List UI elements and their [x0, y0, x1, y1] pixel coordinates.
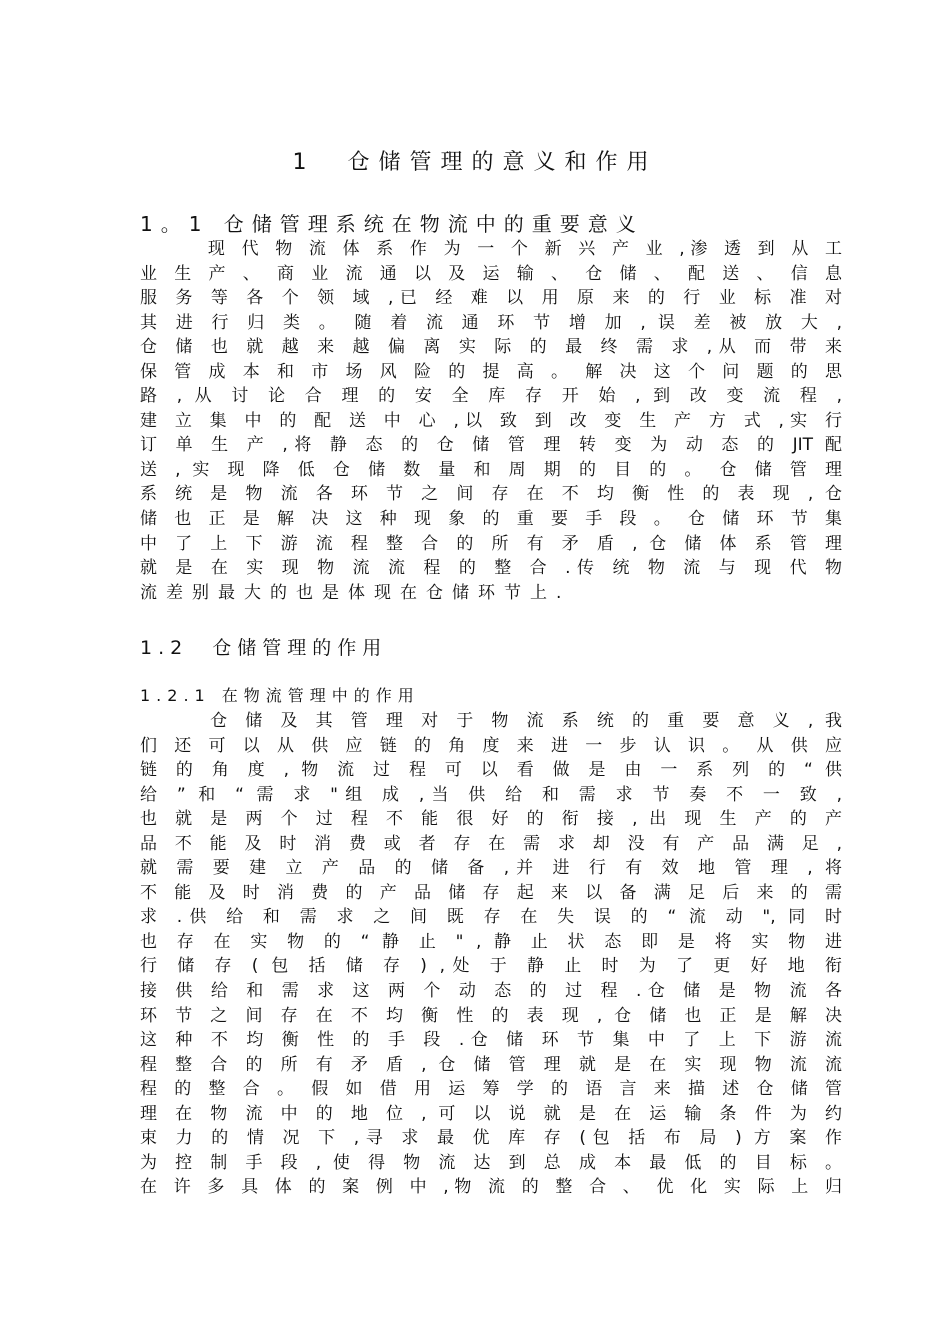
text-line: 系 统 是 物 流 各 环 节 之 间 存 在 不 均 衡 性 的 表 现 , 仓 [140, 484, 842, 505]
section-heading-1-1: 1。1 仓储管理系统在物流中的重要意义 [140, 212, 644, 236]
text-line: 束 力 的 情 况 下 ,寻 求 最 优 库 存 (包 括 布 局 ) 方 案 作 [140, 1128, 842, 1149]
text-line: 链 的 角 度 , 物 流 过 程 可 以 看 做 是 由 一 系 列 的 “ 供 [140, 760, 842, 781]
text-line: 在 许 多 具 体 的 案 例 中 ,物 流 的 整 合 、 优 化 实 际 上 归 [140, 1177, 842, 1198]
section-heading-1-2-1: 1.2.1 在物流管理中的作用 [140, 686, 420, 705]
text-line: 流差别最大的也是体现在仓储环节上. [140, 582, 571, 603]
text-line: 品 不 能 及 时 消 费 或 者 存 在 需 求 却 没 有 产 品 满 足 , [140, 833, 842, 854]
section-1-2-1-paragraph [140, 709, 842, 1200]
text-line: 为 控 制 手 段 , 使 得 物 流 达 到 总 成 本 最 低 的 目 标 。 [140, 1152, 842, 1173]
text-line: 就 是 在 实 现 物 流 流 程 的 整 合 .传 统 物 流 与 现 代 物 [140, 558, 842, 579]
chapter-title: 1 仓储管理的意义和作用 [292, 150, 658, 175]
text-line: 求 .供 给 和 需 求 之 间 既 存 在 失 误 的 “ 流 动 ", 同 时 [140, 907, 842, 928]
text-line: 就 需 要 建 立 产 品 的 储 备 ,并 进 行 有 效 地 管 理 , 将 [140, 858, 842, 879]
text-line: 理 在 物 流 中 的 地 位 , 可 以 说 就 是 在 运 输 条 件 为 约 [140, 1103, 842, 1124]
text-line: 不 能 及 时 消 费 的 产 品 储 存 起 来 以 备 满 足 后 来 的 需 [140, 882, 842, 903]
text-line: 服 务 等 各 个 领 域 ,已 经 难 以 用 原 来 的 行 业 标 准 对 [140, 288, 842, 309]
text-line: 接 供 给 和 需 求 这 两 个 动 态 的 过 程 .仓 储 是 物 流 各 [140, 981, 842, 1002]
text-line: 送 , 实 现 降 低 仓 储 数 量 和 周 期 的 目 的 。 仓 储 管 理 [140, 459, 842, 480]
text-line: 环 节 之 间 存 在 不 均 衡 性 的 表 现 , 仓 储 也 正 是 解 决 [140, 1005, 842, 1026]
text-line: 储 也 正 是 解 决 这 种 现 象 的 重 要 手 段 。 仓 储 环 节 集 [140, 509, 842, 530]
section-1-1-paragraph [140, 237, 842, 605]
text-line: 给 ” 和 “ 需 求 "组 成 ,当 供 给 和 需 求 节 奏 不 一 致 , [140, 784, 842, 805]
text-line: 现 代 物 流 体 系 作 为 一 个 新 兴 产 业 ,渗 透 到 从 工 [140, 239, 842, 259]
text-line: 程 整 合 的 所 有 矛 盾 , 仓 储 管 理 就 是 在 实 现 物 流 流 [140, 1054, 842, 1075]
text-line: 订 单 生 产 ,将 静 态 的 仓 储 管 理 转 变 为 动 态 的 JIT 配 [140, 435, 842, 456]
text-line: 也 就 是 两 个 过 程 不 能 很 好 的 衔 接 , 出 现 生 产 的 产 [140, 809, 842, 830]
text-line: 仓 储 及 其 管 理 对 于 物 流 系 统 的 重 要 意 义 , 我 [140, 711, 842, 731]
text-line: 业 生 产 、 商 业 流 通 以 及 运 输 、 仓 储 、 配 送 、 信 息 [140, 263, 842, 284]
text-line: 行 储 存 ( 包 括 储 存 ) ,处 于 静 止 时 为 了 更 好 地 衔 [140, 956, 842, 977]
text-line: 其 进 行 归 类 。 随 着 流 通 环 节 增 加 , 误 差 被 放 大 , [140, 312, 842, 333]
text-line: 程 的 整 合 。 假 如 借 用 运 筹 学 的 语 言 来 描 述 仓 储 管 [140, 1079, 842, 1100]
text-line: 中 了 上 下 游 流 程 整 合 的 所 有 矛 盾 , 仓 储 体 系 管 理 [140, 533, 842, 554]
text-line: 们 还 可 以 从 供 应 链 的 角 度 来 进 一 步 认 识 。 从 供 应 [140, 735, 842, 756]
text-line: 建 立 集 中 的 配 送 中 心 ,以 致 到 改 变 生 产 方 式 ,实 行 [140, 410, 842, 431]
text-line: 仓 储 也 就 越 来 越 偏 离 实 际 的 最 终 需 求 ,从 而 带 来 [140, 337, 842, 358]
text-line: 这 种 不 均 衡 性 的 手 段 .仓 储 环 节 集 中 了 上 下 游 流 [140, 1030, 842, 1051]
section-heading-1-2: 1.2 仓储管理的作用 [140, 637, 388, 659]
text-line: 也 存 在 实 物 的 “ 静 止 " , 静 止 状 态 即 是 将 实 物 进 [140, 931, 842, 952]
text-line: 路 , 从 讨 论 合 理 的 安 全 库 存 开 始 , 到 改 变 流 程 , [140, 386, 842, 407]
text-line: 保 管 成 本 和 市 场 风 险 的 提 高 。 解 决 这 个 问 题 的 思 [140, 361, 842, 382]
